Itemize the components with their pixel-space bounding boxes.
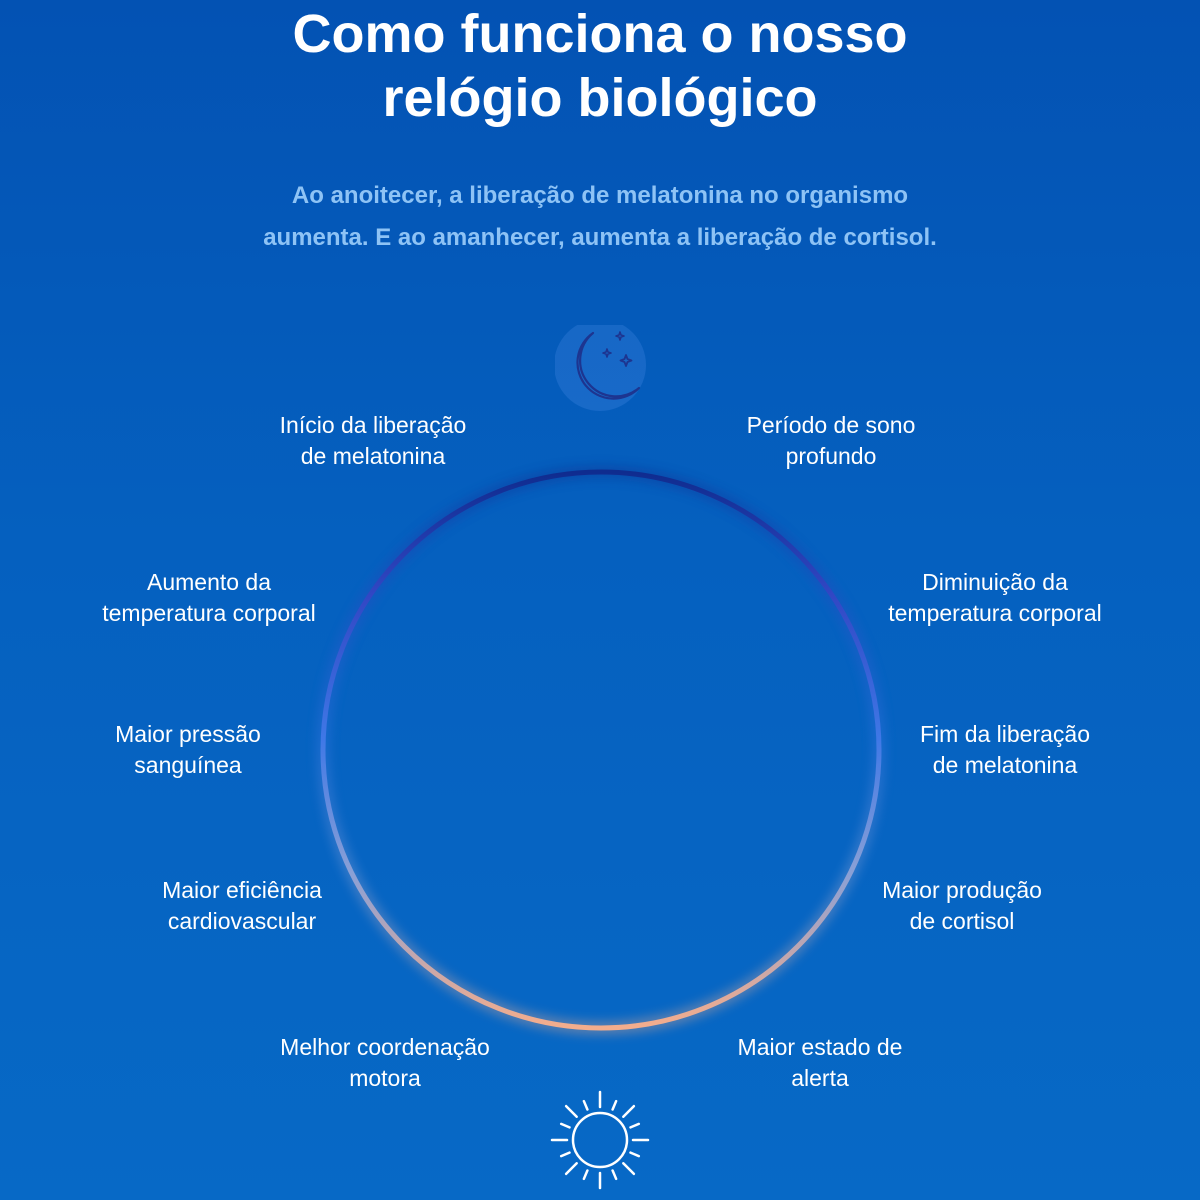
event-label [855, 719, 1155, 781]
sun-ray [566, 1163, 577, 1174]
event-line-1: Diminuição da [922, 569, 1068, 595]
event-label [38, 719, 338, 781]
event-line-2: motora [349, 1065, 421, 1091]
event-label [845, 567, 1145, 629]
event-line-1: Maior eficiência [162, 877, 322, 903]
event-line-2: de cortisol [909, 908, 1015, 934]
event-line-2: cardiovascular [167, 908, 317, 934]
event-line-1: Maior pressão [115, 721, 261, 747]
title-line-1: Como funciona o nosso [292, 4, 908, 64]
event-line-1: Aumento da [146, 569, 272, 595]
event-label [223, 410, 523, 472]
title-line-2: relógio biológico [382, 68, 818, 128]
event-line-1: Maior produção [882, 877, 1042, 903]
sun-ray [584, 1171, 588, 1179]
event-line-2: temperatura corporal [888, 600, 1102, 626]
sun-ray [631, 1153, 639, 1157]
event-line-1: Maior estado de [737, 1034, 903, 1060]
sun-ray [631, 1124, 639, 1128]
event-label [812, 875, 1112, 937]
event-line-2: profundo [785, 443, 877, 469]
sun-ray [561, 1153, 569, 1157]
event-line-2: de melatonina [932, 752, 1078, 778]
event-label [681, 410, 981, 472]
event-label [670, 1032, 970, 1094]
sun-ray [613, 1171, 617, 1179]
event-line-2: de melatonina [300, 443, 446, 469]
event-line-2: sanguínea [134, 752, 242, 778]
event-line-1: Melhor coordenação [280, 1034, 490, 1060]
event-line-1: Período de sono [746, 412, 916, 438]
moon-stars-icon [555, 325, 650, 420]
sun-ray [613, 1101, 617, 1109]
event-line-1: Fim da liberação [919, 721, 1091, 747]
event-line-1: Início da liberação [279, 412, 467, 438]
event-label [92, 875, 392, 937]
sun-ray [566, 1106, 577, 1117]
sun-icon [545, 1090, 655, 1200]
sun-ray [584, 1101, 588, 1109]
subtitle-line-2: aumenta. E ao amanhecer, aumenta a liberação de cortisol. [263, 224, 937, 251]
event-line-2: alerta [791, 1065, 849, 1091]
event-label [235, 1032, 535, 1094]
sun-ray [623, 1163, 634, 1174]
event-label [59, 567, 359, 629]
sun-ray [561, 1124, 569, 1128]
sun-ray [623, 1106, 634, 1117]
subtitle-line-1: Ao anoitecer, a liberação de melatonina no organismo [291, 182, 909, 209]
event-line-2: temperatura corporal [102, 600, 316, 626]
